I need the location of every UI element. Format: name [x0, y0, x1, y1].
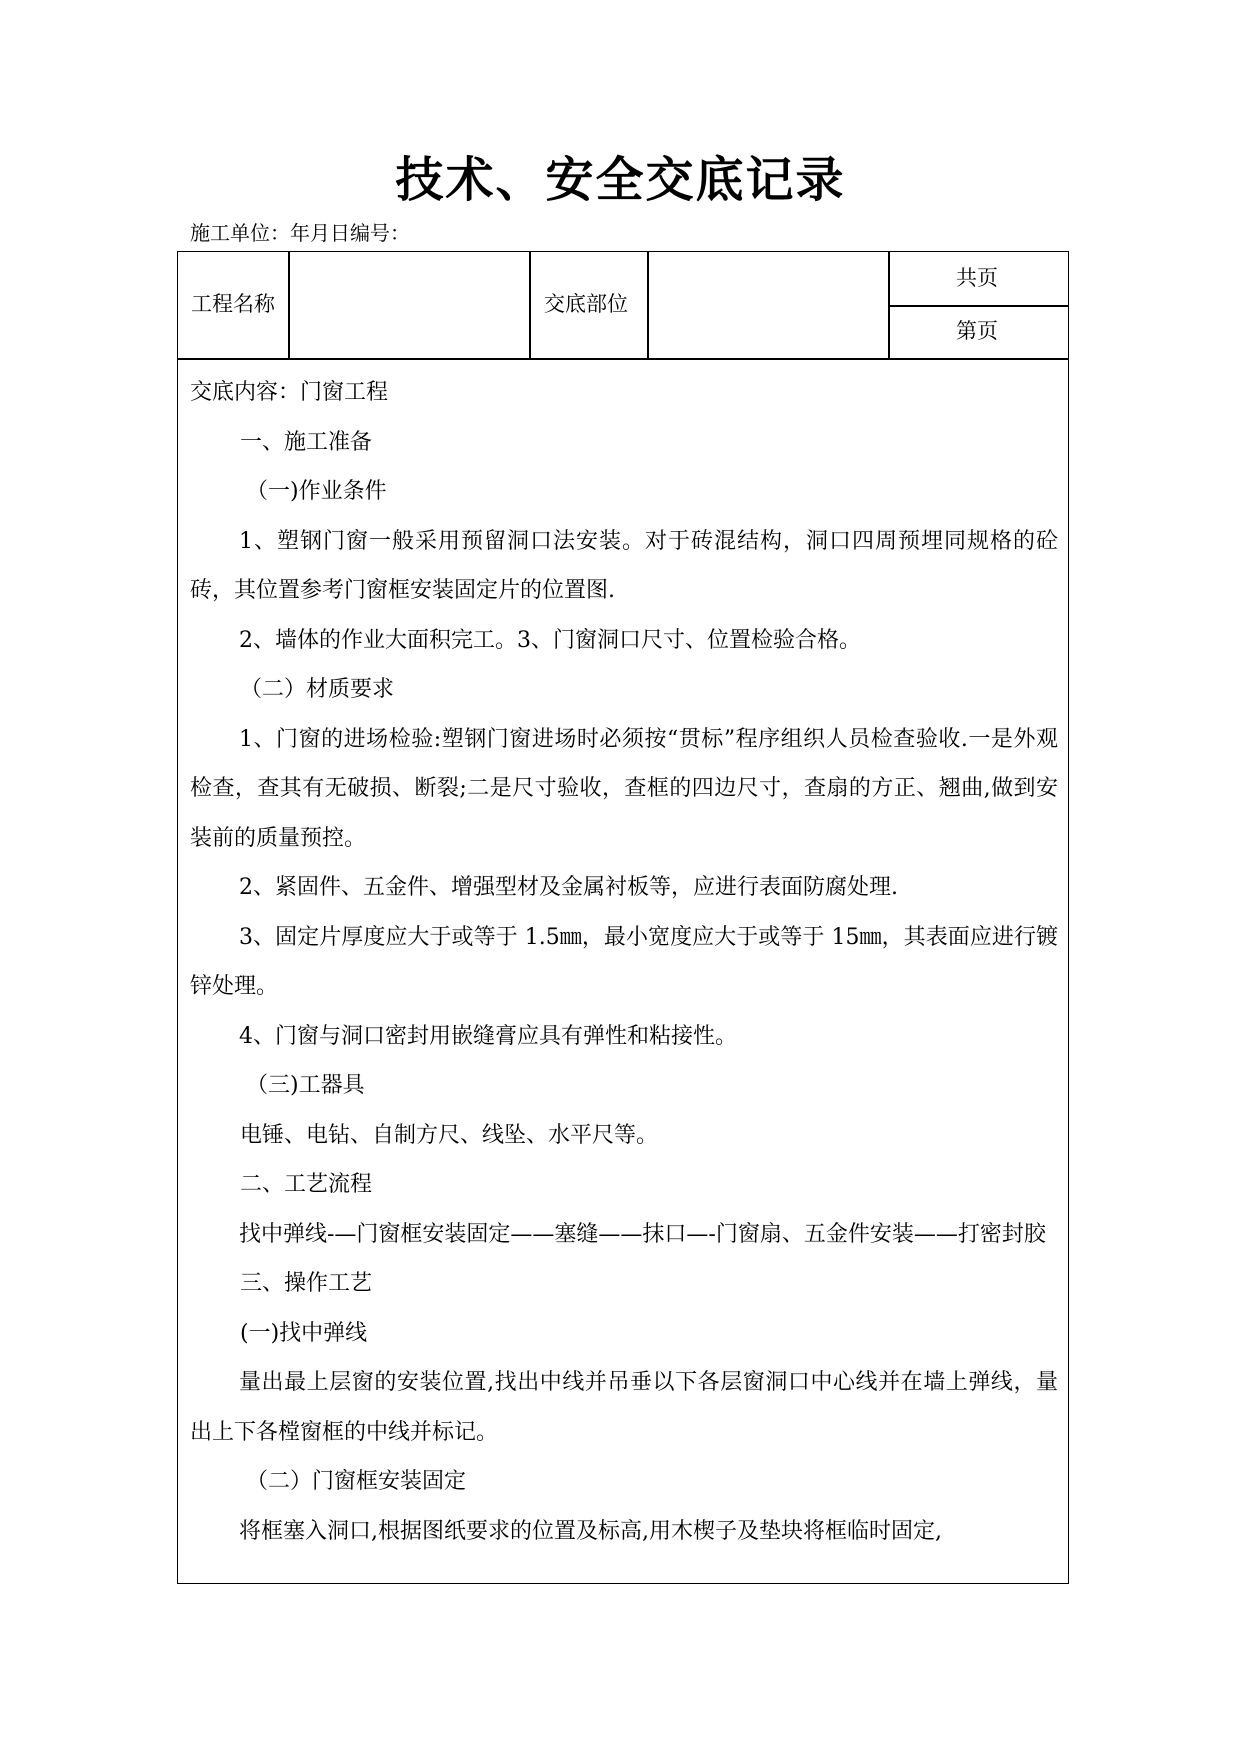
- header-col-divider: [288, 252, 290, 358]
- subsection-heading: （一)作业条件: [246, 479, 387, 504]
- paragraph: 2、紧固件、五金件、增强型材及金属衬板等，应进行表面防腐处理.: [239, 875, 898, 900]
- handover-content: [190, 368, 1058, 1556]
- header-col-divider: [529, 252, 531, 358]
- paragraph: 1、塑钢门窗一般采用预留洞口法安装。对于砖混结构，洞口四周预埋同规格的砼砖，其位置参考门窗框安装固定片的位置图.: [190, 528, 1058, 603]
- document-title: 技术、安全交底记录: [395, 152, 846, 208]
- process-flow: 找中弹线-—门窗框安装固定——塞缝——抹口—-门窗扇、五金件安装——打密封胶: [239, 1221, 1046, 1247]
- total-pages-label: 共页: [956, 266, 998, 290]
- paragraph: 3、固定片厚度应大于或等于 1.5㎜，最小宽度应大于或等于 15㎜，其表面应进行镀锌处理。: [190, 924, 1058, 999]
- subsection-heading: （二）门窗框安装固定: [246, 1469, 467, 1494]
- header-col-divider: [647, 252, 649, 358]
- subsection-heading: （三)工器具: [246, 1073, 365, 1098]
- page-cell-divider: [888, 305, 1068, 307]
- section-heading: 二、工艺流程: [240, 1172, 373, 1197]
- construction-unit-line: 施工单位：年月日编号：: [190, 221, 410, 245]
- paragraph: 1、门窗的进场检验:塑钢门窗进场时必须按“贯标”程序组织人员检查验收.一是外观检查，查其有无破损、断裂;二是尺寸验收，查框的四边尺寸，查扇的方正、翘曲,做到安装前的质量预控。: [190, 726, 1058, 851]
- section-heading: 三、操作工艺: [240, 1271, 373, 1296]
- paragraph: 电锤、电钻、自制方尺、线坠、水平尺等。: [240, 1122, 659, 1148]
- paragraph: 2、墙体的作业大面积完工。3、门窗洞口尺寸、位置检验合格。: [239, 627, 861, 653]
- subsection-heading: （二）材质要求: [240, 677, 395, 702]
- paragraph: 量出最上层窗的安装位置,找出中线并吊垂以下各层窗洞口中心线并在墙上弹线，量出上下各樘窗框的中线并标记。: [190, 1370, 1058, 1445]
- subsection-heading: (一)找中弹线: [240, 1320, 368, 1346]
- header-row-divider: [178, 358, 1068, 360]
- project-name-label: 工程名称: [191, 292, 275, 316]
- content-heading: 交底内容：门窗工程: [190, 380, 389, 405]
- paragraph: 将框塞入洞口,根据图纸要求的位置及标高,用木楔子及垫块将框临时固定,: [239, 1518, 942, 1544]
- page-number-label: 第页: [956, 319, 998, 343]
- paragraph: 4、门窗与洞口密封用嵌缝膏应具有弹性和粘接性。: [239, 1023, 737, 1049]
- section-heading: 一、施工准备: [240, 429, 373, 455]
- handover-part-label: 交底部位: [544, 292, 628, 316]
